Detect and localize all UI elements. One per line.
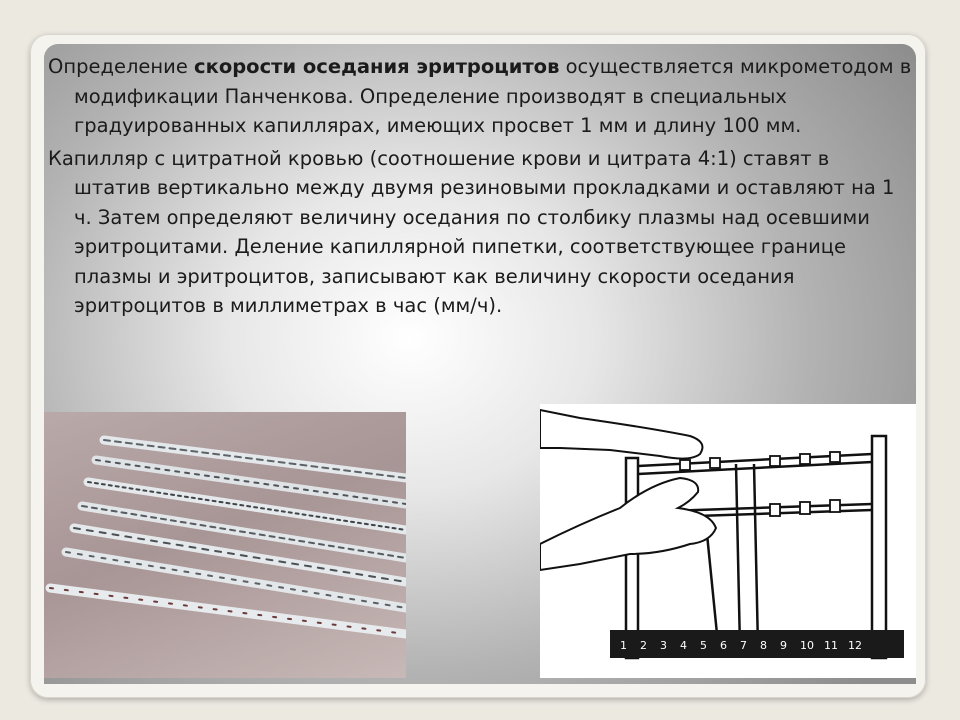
- stand-number: 11: [824, 639, 838, 652]
- stand-number: 5: [700, 639, 707, 652]
- stand-number: 6: [720, 639, 727, 652]
- paragraph-2: Капилляр с цитратной кровью (соотношение крови и цитрата 4:1) ставят в штатив вертикально между двумя резиновыми прокладками и оставляют на 1 ч. Затем определяют величину оседания по столбику плазмы над осевшими эритроцитами. Деление капиллярной пипетки, соответствующее границе плазмы и эритроцитов, записывают как величину скорости оседания эритроцитов в миллиметрах в час (мм/ч).: [48, 146, 895, 317]
- paragraph-1: [48, 52, 912, 141]
- paragraph-1-suffix: осуществляется микрометодом в модификации Панченкова. Определение производят в специальных градуированных капиллярах, имеющих просвет 1 мм и длину 100 мм.: [74, 55, 912, 137]
- paragraph-1-prefix: Определение: [48, 55, 195, 78]
- slide-text: [48, 52, 912, 324]
- stand-number: 2: [640, 639, 647, 652]
- stand-illustration: [540, 404, 916, 678]
- stand-number: 10: [800, 639, 814, 652]
- stand-number: 8: [760, 639, 767, 652]
- capillary-tube: [104, 440, 406, 478]
- stand-number: 1: [620, 639, 627, 652]
- stand-number: 7: [740, 639, 747, 652]
- capillary-tube: [96, 460, 406, 504]
- capillaries-illustration: [44, 412, 406, 678]
- capillary-tube: [88, 482, 406, 530]
- panchenkov-stand-drawing: [540, 404, 916, 678]
- stand-number: 9: [780, 639, 787, 652]
- stand-number: 3: [660, 639, 667, 652]
- paragraph-1-bold: скорости оседания эритроцитов: [194, 55, 560, 78]
- capillary-tube: [74, 528, 406, 582]
- capillaries-photo: [44, 412, 406, 678]
- stand-number: 4: [680, 639, 687, 652]
- capillary-tube: [82, 506, 406, 558]
- stand-number: 12: [848, 639, 862, 652]
